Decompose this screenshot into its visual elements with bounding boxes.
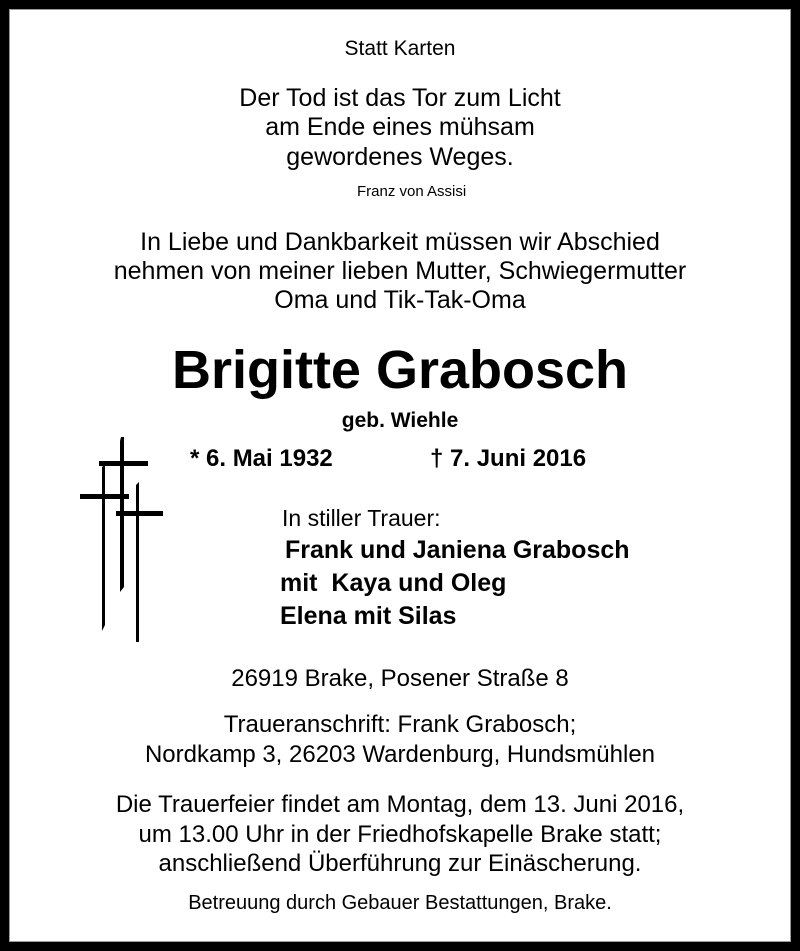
quote-line: am Ende eines mühsam bbox=[265, 113, 535, 141]
header-statt-karten: Statt Karten bbox=[344, 37, 456, 60]
intro-line: In Liebe und Dankbarkeit müssen wir Abschied bbox=[140, 228, 660, 256]
three-crosses-icon bbox=[76, 437, 166, 642]
mourner-line: Elena mit Silas bbox=[280, 602, 457, 630]
death-date: † 7. Juni 2016 bbox=[430, 445, 587, 472]
quote-line: Der Tod ist das Tor zum Licht bbox=[239, 84, 561, 112]
ceremony-line: anschließend Überführung zur Einäscherung. bbox=[158, 850, 642, 877]
residence-address: 26919 Brake, Posener Straße 8 bbox=[231, 665, 569, 692]
mourner-line: mit Kaya und Oleg bbox=[280, 569, 507, 597]
mourning-address-line: Nordkamp 3, 26203 Wardenburg, Hundsmühlen bbox=[144, 741, 656, 768]
mourners-label: In stiller Trauer: bbox=[282, 505, 441, 531]
quote-line: gewordenes Weges. bbox=[286, 143, 514, 171]
mourning-address-line: Traueranschrift: Frank Grabosch; bbox=[223, 711, 577, 738]
intro-line: Oma und Tik-Tak-Oma bbox=[274, 286, 526, 314]
undertaker-note: Betreuung durch Gebauer Bestattungen, Brake. bbox=[188, 892, 612, 914]
mourner-line: Frank und Janiena Grabosch bbox=[285, 536, 630, 564]
deceased-name: Brigitte Grabosch bbox=[171, 340, 629, 400]
ceremony-line: Die Trauerfeier findet am Montag, dem 13. Juni 2016, bbox=[115, 791, 685, 818]
ceremony-line: um 13.00 Uhr in der Friedhofskapelle Brake statt; bbox=[138, 821, 662, 848]
quote-author: Franz von Assisi bbox=[357, 183, 467, 200]
maiden-name: geb. Wiehle bbox=[341, 409, 459, 432]
birth-date: * 6. Mai 1932 bbox=[190, 445, 333, 472]
intro-line: nehmen von meiner lieben Mutter, Schwiegermutter bbox=[113, 257, 687, 285]
